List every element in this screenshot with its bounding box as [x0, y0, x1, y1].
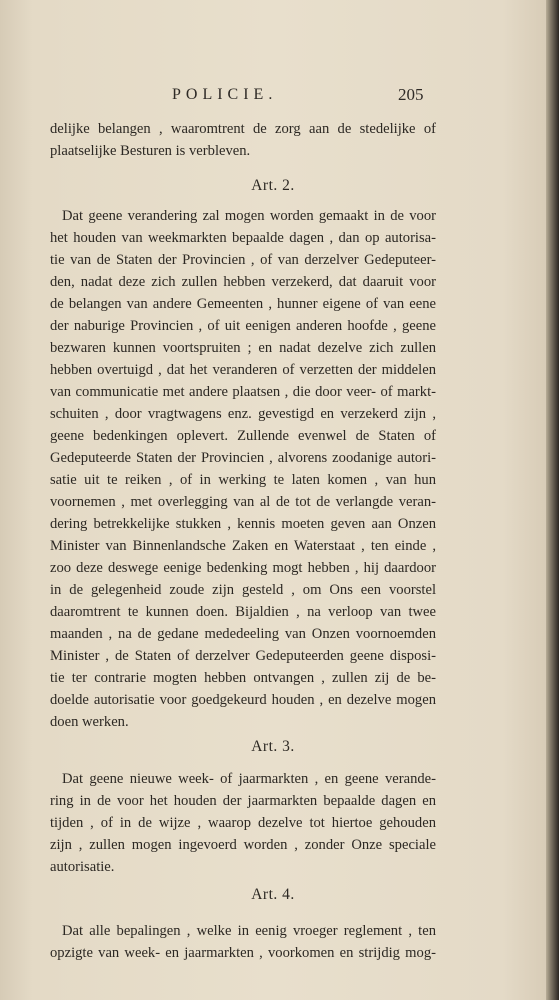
- article-heading: Art. 2.: [251, 177, 295, 194]
- text-line: van communicatie met andere plaatsen , die door veer- of markt-: [50, 384, 436, 400]
- page-edge-shadow: [546, 0, 559, 1000]
- text-line: opzigte van week- en jaarmarkten , voorkomen en strijdig mog-: [50, 945, 436, 961]
- text-line: satie uit te reiken , of in werking te laten komen , van hun: [50, 472, 436, 488]
- text-line: Minister , de Staten of derzelver Gedeputeerden geene disposi-: [50, 648, 436, 664]
- text-line: tie van de Staten der Provincien , of van derzelver Gedeputeer-: [50, 252, 436, 268]
- text-line: schuiten , door vragtwagens enz. gevestigd en verzekerd zijn ,: [50, 406, 436, 422]
- text-line: maanden , na de gedane mededeeling van Onzen voornoemden: [50, 626, 436, 642]
- text-line: daaromtrent te kunnen doen. Bijaldien , na verloop van twee: [50, 604, 436, 620]
- text-line: plaatselijke Besturen is verbleven.: [50, 143, 251, 159]
- text-line: bezwaren kunnen voortspruiten ; en nadat dezelve zich zullen: [50, 340, 436, 356]
- text-line: den, nadat deze zich zullen hebben verzekerd, dat daaruit voor: [50, 274, 436, 290]
- text-line: tie ter contrarie mogten hebben ontvangen , zullen zij de be-: [50, 670, 436, 686]
- text-line: het houden van weekmarkten bepaalde dagen , dan op autorisa-: [50, 230, 436, 246]
- text-line: doelde autorisatie voor goedgekeurd houden , en dezelve mogen: [50, 692, 436, 708]
- text-line: delijke belangen , waaromtrent de zorg aan de stedelijke of: [50, 121, 436, 137]
- running-title: POLICIE.: [172, 86, 278, 103]
- text-line: doen werken.: [50, 714, 129, 730]
- text-line: Dat geene nieuwe week- of jaarmarkten , en geene verande-: [62, 771, 436, 787]
- text-line: der naburige Provincien , of uit eenigen anderen hoofde , geene: [50, 318, 436, 334]
- text-line: hebben overtuigd , dat het veranderen of verzetten der middelen: [50, 362, 436, 378]
- text-line: Minister van Binnenlandsche Zaken en Waterstaat , ten einde ,: [50, 538, 436, 554]
- text-line: in de gelegenheid zoude zijn gesteld , om Ons een voorstel: [50, 582, 436, 598]
- running-header: [0, 86, 546, 110]
- text-line: de belangen van andere Gemeenten , hunner eigene of van eene: [50, 296, 436, 312]
- text-line: Dat geene verandering zal mogen worden gemaakt in de voor: [62, 208, 436, 224]
- text-line: voornemen , met overlegging van al de tot de verlangde veran-: [50, 494, 436, 510]
- text-line: ring in de voor het houden der jaarmarkten bepaalde dagen en: [50, 793, 436, 809]
- text-line: geene bedenkingen oplevert. Zullende evenwel de Staten of: [50, 428, 436, 444]
- page-number: 205: [398, 85, 424, 104]
- text-line: dering betrekkelijke stukken , kennis moeten geven aan Onzen: [50, 516, 436, 532]
- text-line: zijn , zullen mogen ingevoerd worden , zonder Onze speciale: [50, 837, 436, 853]
- text-line: Gedeputeerde Staten der Provincien , alvorens zoodanige autori-: [50, 450, 436, 466]
- article-heading: Art. 3.: [251, 738, 295, 755]
- text-line: Dat alle bepalingen , welke in eenig vroeger reglement , ten: [62, 923, 436, 939]
- text-line: autorisatie.: [50, 859, 115, 875]
- text-line: tijden , of in de wijze , waarop dezelve tot hiertoe gehouden: [50, 815, 436, 831]
- text-line: zoo deze deswege eenige bedenking mogt hebben , hij daardoor: [50, 560, 436, 576]
- article-heading: Art. 4.: [251, 886, 295, 903]
